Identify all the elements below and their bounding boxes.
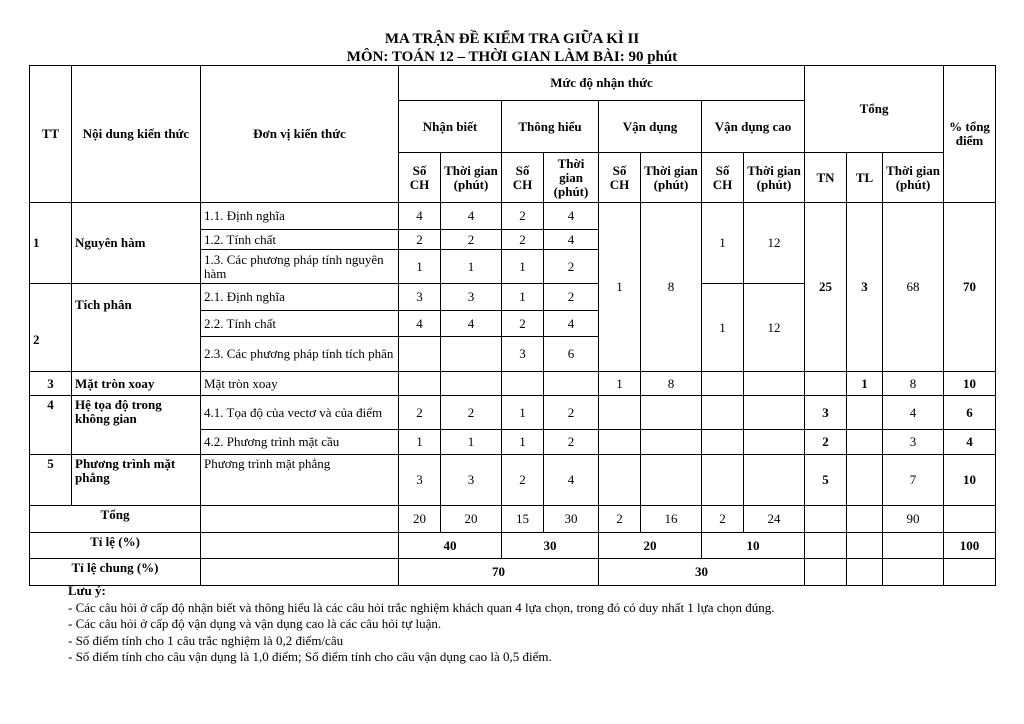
cell: 4: [544, 455, 599, 506]
cell: [641, 396, 702, 430]
cell: 1: [441, 430, 502, 455]
cell: 68: [883, 203, 944, 372]
cell: [641, 430, 702, 455]
cell: 1: [441, 250, 502, 284]
unit-name: 4.2. Phương trình mặt cầu: [201, 430, 399, 455]
cell: [702, 430, 744, 455]
cell: 15: [502, 506, 544, 533]
header-understanding: Thông hiểu: [502, 101, 599, 153]
cell: 6: [944, 396, 996, 430]
cell: 2: [502, 455, 544, 506]
cell: 12: [744, 203, 805, 284]
note-item: - Các câu hỏi ở cấp độ vận dụng và vận dụng cao là các câu hỏi tự luận.: [68, 616, 442, 631]
cell: [599, 455, 641, 506]
cell: 10: [944, 455, 996, 506]
cell: 2: [544, 284, 599, 311]
header-time: Thời gian (phút): [544, 153, 599, 203]
header-recognition: Nhận biết: [399, 101, 502, 153]
cell: 1: [702, 284, 744, 372]
cell: [201, 533, 399, 559]
table-row: [30, 396, 996, 430]
cell: 4: [544, 230, 599, 250]
cell: [944, 506, 996, 533]
cell: 1: [399, 430, 441, 455]
header-total: Tổng: [805, 66, 944, 153]
cell: 2: [441, 396, 502, 430]
cell: 2: [502, 203, 544, 230]
cell: 20: [399, 506, 441, 533]
cell: 90: [883, 506, 944, 533]
cell: 2: [544, 396, 599, 430]
header-cognitive-level: Mức độ nhận thức: [399, 66, 805, 101]
unit-name: 4.1. Tọa độ của vectơ và của điểm: [201, 396, 399, 430]
row-number: 5: [30, 455, 72, 506]
notes-heading: Lưu ý:: [68, 583, 106, 598]
header-tn: TN: [805, 153, 847, 203]
table-row: [30, 203, 996, 230]
topic-name: Tích phân: [72, 284, 201, 372]
table-row: [30, 372, 996, 396]
ratio-row: [30, 533, 996, 559]
header-num-questions: Số CH: [599, 153, 641, 203]
cell: [702, 396, 744, 430]
cell: 30: [544, 506, 599, 533]
cell: [805, 533, 847, 559]
topic-name: Mặt tròn xoay: [72, 372, 201, 396]
topic-name: Nguyên hàm: [72, 203, 201, 284]
cell: 30: [502, 533, 599, 559]
cell: 20: [599, 533, 702, 559]
cell: [847, 506, 883, 533]
cell: 2: [502, 311, 544, 337]
cell: 1: [502, 396, 544, 430]
cell: 4: [399, 311, 441, 337]
cell: [502, 372, 544, 396]
cell: 2: [441, 230, 502, 250]
cell: [847, 430, 883, 455]
row-number: 3: [30, 372, 72, 396]
unit-name: 2.2. Tính chất: [201, 311, 399, 337]
row-number: 4: [30, 396, 72, 455]
cell: 5: [805, 455, 847, 506]
cell: 1: [502, 430, 544, 455]
cell: [744, 455, 805, 506]
cell: 2: [544, 250, 599, 284]
cell: 4: [441, 311, 502, 337]
cell: 2: [599, 506, 641, 533]
common-ratio-row: [30, 559, 996, 586]
cell: [883, 559, 944, 586]
header-tl: TL: [847, 153, 883, 203]
cell: 1: [847, 372, 883, 396]
row-number: 1: [30, 203, 72, 284]
cell: [805, 559, 847, 586]
header-num-questions: Số CH: [399, 153, 441, 203]
cell: 4: [544, 311, 599, 337]
cell: 3: [441, 284, 502, 311]
cell: [847, 559, 883, 586]
cell: 1: [599, 203, 641, 372]
cell: [441, 337, 502, 372]
header-total-time: Thời gian (phút): [883, 153, 944, 203]
row-number: 2: [30, 284, 72, 372]
cell: 4: [399, 203, 441, 230]
document-subtitle: MÔN: TOÁN 12 – THỜI GIAN LÀM BÀI: 90 phút: [346, 49, 678, 65]
cell: 3: [399, 455, 441, 506]
header-time: Thời gian (phút): [744, 153, 805, 203]
cell: [441, 372, 502, 396]
cell: 16: [641, 506, 702, 533]
cell: 25: [805, 203, 847, 372]
cell: [201, 559, 399, 586]
header-num-questions: Số CH: [702, 153, 744, 203]
cell: 4: [441, 203, 502, 230]
cell: 40: [399, 533, 502, 559]
cell: 100: [944, 533, 996, 559]
cell: 2: [805, 430, 847, 455]
cell: 70: [944, 203, 996, 372]
cell: 3: [805, 396, 847, 430]
cell: 2: [702, 506, 744, 533]
cell: 12: [744, 284, 805, 372]
cell: 8: [883, 372, 944, 396]
cell: [599, 396, 641, 430]
header-tt: TT: [30, 66, 72, 203]
header-high-application: Vận dụng cao: [702, 101, 805, 153]
cell: [544, 372, 599, 396]
cell: 4: [883, 396, 944, 430]
cell: 30: [599, 559, 805, 586]
header-percent: % tổng điểm: [944, 66, 996, 203]
cell: [702, 372, 744, 396]
cell: 1: [502, 284, 544, 311]
cell: 10: [944, 372, 996, 396]
header-row: [30, 66, 996, 101]
ratio-label: Tỉ lệ (%): [30, 533, 201, 559]
notes-section: [68, 583, 775, 666]
cell: 1: [502, 250, 544, 284]
cell: 24: [744, 506, 805, 533]
cell: 2: [544, 430, 599, 455]
topic-name: Phương trình mặt phẳng: [72, 455, 201, 506]
unit-name: 2.1. Định nghĩa: [201, 284, 399, 311]
unit-name: 2.3. Các phương pháp tính tích phân: [201, 337, 399, 372]
cell: [805, 506, 847, 533]
note-item: - Các câu hỏi ở cấp độ nhận biết và thông hiểu là các câu hỏi trắc nghiệm khách quan 4 lựa chọn, trong đó có duy nhất 1 lựa chọn đúng.: [68, 599, 775, 615]
note-item: - Số điểm tính cho 1 câu trắc nghiệm là 0,2 điểm/câu: [68, 632, 344, 648]
cell: 1: [599, 372, 641, 396]
header-topic: Nội dung kiến thức: [72, 66, 201, 203]
cell: 3: [502, 337, 544, 372]
cell: [744, 430, 805, 455]
cell: 2: [399, 396, 441, 430]
cell: [883, 533, 944, 559]
document-title: MA TRẬN ĐỀ KIỂM TRA GIỮA KÌ II: [384, 31, 640, 47]
cell: 3: [883, 430, 944, 455]
exam-matrix-table: [29, 65, 996, 586]
cell: 6: [544, 337, 599, 372]
cell: 3: [441, 455, 502, 506]
header-num-questions: Số CH: [502, 153, 544, 203]
cell: [744, 372, 805, 396]
cell: [847, 533, 883, 559]
cell: [944, 559, 996, 586]
common-ratio-label: Tỉ lệ chung (%): [30, 559, 201, 586]
cell: [599, 430, 641, 455]
header-unit: Đơn vị kiến thức: [201, 66, 399, 203]
header-application: Vận dụng: [599, 101, 702, 153]
totals-row: [30, 506, 996, 533]
unit-name: 1.1. Định nghĩa: [201, 203, 399, 230]
cell: 3: [399, 284, 441, 311]
cell: [805, 372, 847, 396]
cell: 4: [944, 430, 996, 455]
cell: [201, 506, 399, 533]
unit-name: 1.2. Tính chất: [201, 230, 399, 250]
totals-label: Tổng: [30, 506, 201, 533]
unit-name: 1.3. Các phương pháp tính nguyên hàm: [201, 250, 399, 284]
unit-name: Mặt tròn xoay: [201, 372, 399, 396]
cell: [847, 455, 883, 506]
header-time: Thời gian (phút): [641, 153, 702, 203]
header-time: Thời gian (phút): [441, 153, 502, 203]
cell: 2: [399, 230, 441, 250]
cell: 1: [702, 203, 744, 284]
cell: 2: [502, 230, 544, 250]
cell: [702, 455, 744, 506]
cell: 8: [641, 203, 702, 372]
cell: 20: [441, 506, 502, 533]
cell: [641, 455, 702, 506]
note-item: - Số điểm tính cho câu vận dụng là 1,0 điểm; Số điểm tính cho câu vận dụng cao là 0,5 điểm.: [68, 649, 552, 664]
table-row: [30, 455, 996, 506]
cell: 70: [399, 559, 599, 586]
cell: 7: [883, 455, 944, 506]
cell: 10: [702, 533, 805, 559]
cell: 8: [641, 372, 702, 396]
cell: 3: [847, 203, 883, 372]
cell: [399, 337, 441, 372]
cell: [847, 396, 883, 430]
cell: 4: [544, 203, 599, 230]
cell: [399, 372, 441, 396]
topic-name: Hệ tọa độ trong không gian: [72, 396, 201, 455]
cell: 1: [399, 250, 441, 284]
cell: [744, 396, 805, 430]
unit-name: Phương trình mặt phẳng: [201, 455, 399, 506]
